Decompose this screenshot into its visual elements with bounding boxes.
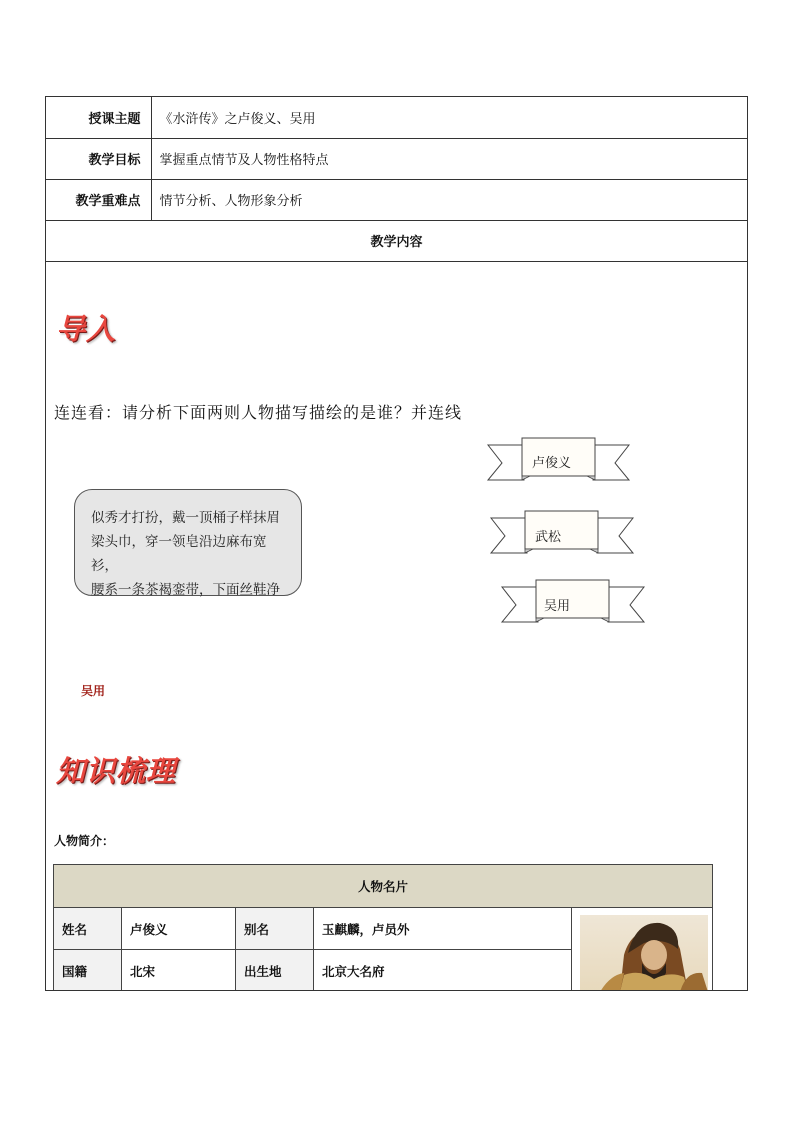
- card-key: 别名: [236, 908, 314, 950]
- instruction-text: 连连看：请分析下面两则人物描写描绘的是谁？并连线: [54, 403, 463, 422]
- answer-text: 吴用: [81, 684, 106, 698]
- lesson-sheet: [45, 96, 748, 991]
- character-intro-label: 人物简介：: [54, 834, 115, 848]
- intro-heading: 导入: [56, 312, 117, 346]
- bubble-line: 腰系一条茶褐銮带，下面丝鞋净: [91, 582, 280, 598]
- card-value: 北宋: [122, 950, 236, 992]
- header-row-difficulty: [46, 179, 747, 220]
- card-value: 玉麒麟，卢员外: [314, 908, 572, 950]
- difficulty-value: 情节分析、人物形象分析: [151, 179, 747, 220]
- card-value: 卢俊义: [122, 908, 236, 950]
- header-row-topic: [46, 97, 747, 138]
- card-title: 人物名片: [54, 865, 713, 908]
- ribbon-label: 武松: [535, 530, 562, 545]
- card-title-row: [54, 865, 713, 908]
- header-row-goal: [46, 138, 747, 179]
- ribbon-label: 卢俊义: [532, 456, 572, 471]
- card-key: 出生地: [236, 950, 314, 992]
- bubble-line: 似秀才打扮，戴一顶桶子样抹眉: [91, 510, 280, 526]
- ribbon-label: 吴用: [544, 599, 571, 614]
- knowledge-heading: 知识梳理: [56, 754, 177, 788]
- difficulty-label: 教学重难点: [46, 179, 151, 220]
- content-title: 教学内容: [46, 220, 747, 261]
- portrait-figure: [580, 915, 708, 991]
- ribbon-option-2[interactable]: [489, 509, 635, 557]
- card-key: 国籍: [54, 950, 122, 992]
- character-portrait: [580, 915, 708, 991]
- card-key: 姓名: [54, 908, 122, 950]
- card-value: 北京大名府: [314, 950, 572, 992]
- topic-value: 《水浒传》之卢俊义、吴用: [151, 97, 747, 138]
- goal-label: 教学目标: [46, 138, 151, 179]
- lesson-header-table: [46, 97, 747, 262]
- header-row-content: [46, 220, 747, 261]
- ribbon-shape: [500, 578, 646, 626]
- description-bubble: [74, 489, 302, 596]
- goal-value: 掌握重点情节及人物性格特点: [151, 138, 747, 179]
- ribbon-option-1[interactable]: [486, 436, 631, 484]
- bubble-line: 梁头巾，穿一领皂沿边麻布宽衫，: [91, 534, 267, 574]
- ribbon-option-3[interactable]: [500, 578, 646, 626]
- topic-label: 授课主题: [46, 97, 151, 138]
- ribbon-shape: [489, 509, 635, 557]
